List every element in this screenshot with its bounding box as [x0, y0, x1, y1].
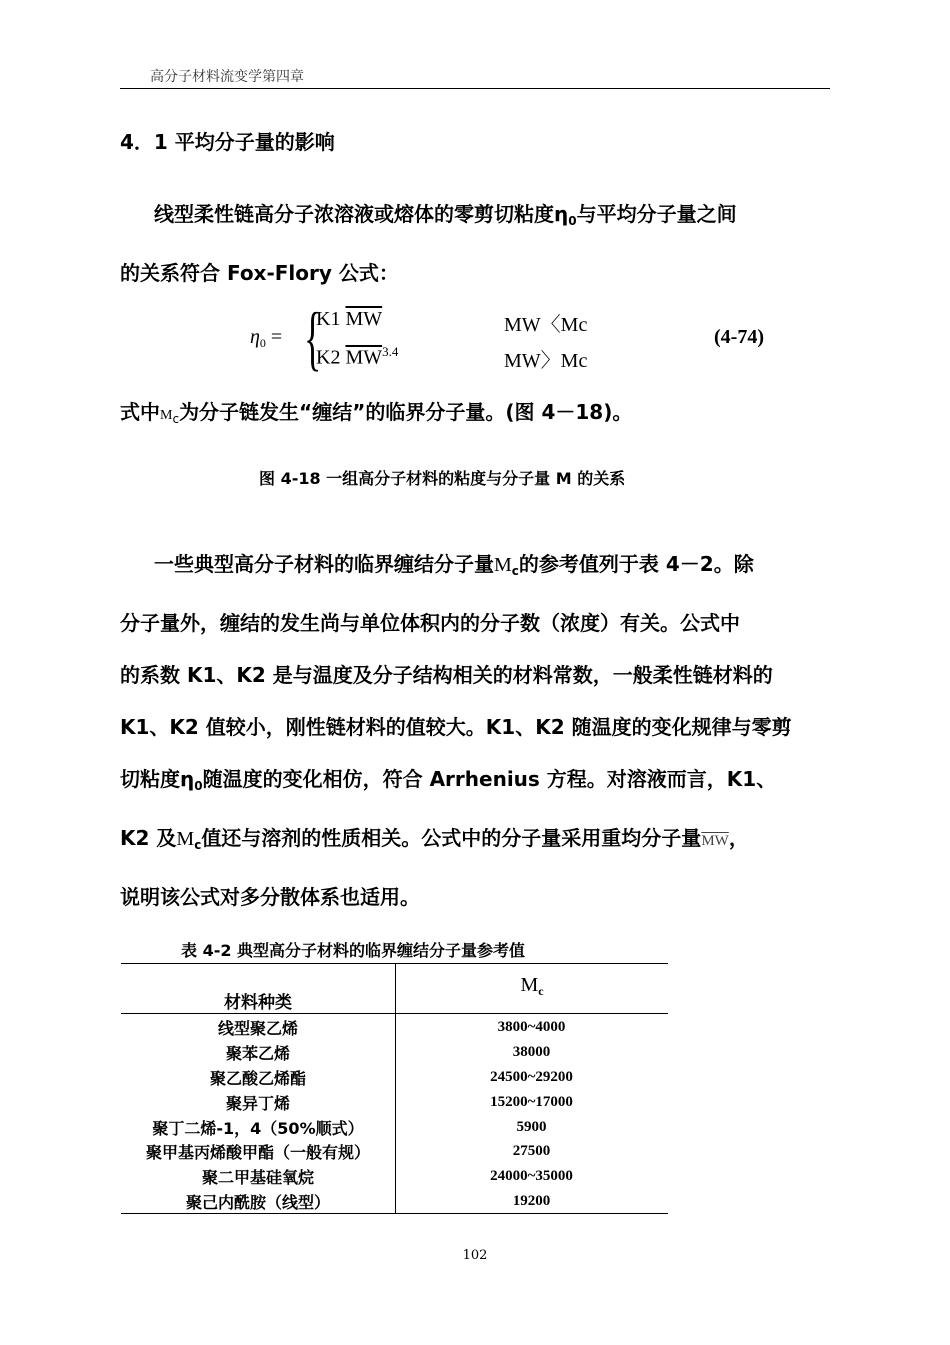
table-header-mc-subscript: c [538, 984, 544, 998]
table-row [121, 1164, 668, 1189]
p3-line1-b: 的参考值列于表 4－2。除 [518, 552, 754, 576]
case2-condition: MW〉Mc [504, 350, 588, 372]
p3-mc-symbol-2: M [176, 828, 195, 850]
p3-line6-c: ， [728, 826, 749, 850]
table-caption: 表 4-2 典型高分子材料的临界缠结分子量参考值 [181, 941, 526, 960]
intro-eta-sub: 0 [568, 214, 577, 228]
material-name: 聚苯乙烯 [225, 1043, 290, 1063]
mc-def-text-a: 式中 [120, 400, 160, 424]
table-row [121, 1189, 668, 1214]
mc-value: 38000 [512, 1043, 551, 1060]
table-header-mc [396, 974, 668, 999]
mc-value: 19200 [512, 1193, 551, 1210]
mc-symbol: M [160, 408, 173, 423]
mc-value: 27500 [512, 1143, 551, 1160]
table-row [121, 1115, 668, 1140]
equation-lhs [250, 326, 282, 351]
intro-text-b: 与平均分子量之间 [576, 202, 737, 226]
material-name: 聚乙酸乙烯酯 [209, 1068, 306, 1088]
case1-expression [316, 308, 382, 331]
case2-expression [316, 344, 398, 370]
equals-sign: = [270, 326, 283, 348]
mc-def-text-b: 为分子链发生“缠结”的临界分子量。(图 4－18)。 [179, 400, 633, 424]
case2-exponent: 3.4 [382, 344, 399, 359]
case2-left: K2 [316, 346, 341, 369]
table-row [121, 1139, 668, 1164]
p3-mc-subscript: c [511, 564, 519, 578]
table-row [121, 1065, 668, 1090]
p3-eta-subscript: 0 [194, 779, 203, 793]
table-body [121, 1015, 668, 1214]
case1-right: $\overline{MW}$ [345, 308, 383, 330]
mc-value: 5900 [516, 1118, 547, 1135]
mc-value: 24000~35000 [490, 1168, 573, 1185]
table-row [121, 1090, 668, 1115]
paragraph-entanglement [120, 538, 832, 923]
p3-line7: 说明该公式对多分散体系也适用。 [120, 885, 420, 909]
table-header-rule [121, 1013, 668, 1014]
p3-line6-a: K2 及 [120, 826, 177, 850]
case1-condition: MW〈Mc [504, 314, 588, 336]
fox-flory-equation [250, 300, 810, 380]
p3-line3: 的系数 K1、K2 是与温度及分子结构相关的材料常数，一般柔性链材料的 [120, 663, 773, 687]
p3-line1-a: 一些典型高分子材料的临界缠结分子量 [154, 552, 494, 576]
mc-value: 24500~29200 [490, 1068, 573, 1085]
p3-line4: K1、K2 值较小，刚性链材料的值较大。K1、K2 随温度的变化规律与零剪 [120, 715, 792, 739]
p3-mc-subscript-2: c [194, 838, 202, 852]
material-name: 聚二甲基硅氧烷 [201, 1168, 314, 1188]
material-name: 聚异丁烯 [225, 1093, 290, 1113]
material-name: 聚丁二烯-1，4（50%顺式） [152, 1118, 364, 1138]
table-header-material: 材料种类 [224, 993, 292, 1013]
p3-mc-symbol: M [494, 554, 512, 576]
running-header: 高分子材料流变学第四章 [150, 69, 304, 85]
intro-text-line2: 的关系符合 Fox-Flory 公式： [120, 261, 399, 285]
p3-line6-b: 值还与溶剂的性质相关。公式中的分子量采用重均分子量 [201, 826, 702, 850]
left-brace: { [304, 298, 322, 378]
case2-right: $\overline{MW}$ [345, 346, 383, 369]
mc-value: 15200~17000 [490, 1093, 573, 1110]
material-name: 线型聚乙烯 [217, 1018, 298, 1038]
page-number: 102 [462, 1248, 488, 1263]
table-row [121, 1040, 668, 1065]
eta-subscript: 0 [259, 336, 266, 350]
section-title: 4．1 平均分子量的影响 [120, 130, 335, 154]
p3-line5-a: 切粘度η [120, 767, 195, 791]
table-bottom-rule [121, 1213, 668, 1214]
header-rule [120, 88, 830, 89]
intro-text-a: 线型柔性链高分子浓溶液或熔体的零剪切粘度η [154, 202, 569, 226]
p3-mw-symbol: $\overline{MW}$ [701, 833, 729, 849]
table-header-mc-symbol: M [520, 974, 539, 996]
mc-subscript: c [172, 412, 180, 426]
p3-line5-b: 随温度的变化相仿，符合 Arrhenius 方程。对溶液而言，K1、 [202, 767, 777, 791]
material-name: 聚甲基丙烯酸甲酯（一般有规） [145, 1143, 370, 1163]
equation-number: (4-74) [714, 326, 764, 348]
figure-caption: 图 4-18 一组高分子材料的粘度与分子量 M 的关系 [259, 469, 626, 488]
case1-left: K1 [316, 308, 341, 330]
table-row [121, 1015, 668, 1040]
mc-value: 3800~4000 [497, 1018, 566, 1035]
material-name: 聚己内酰胺（线型） [185, 1193, 330, 1213]
paragraph-mc-definition [120, 386, 832, 445]
p3-line2: 分子量外，缠结的发生尚与单位体积内的分子数（浓度）有关。公式中 [120, 611, 740, 635]
paragraph-intro [120, 188, 832, 299]
eta-symbol: η [250, 326, 260, 348]
